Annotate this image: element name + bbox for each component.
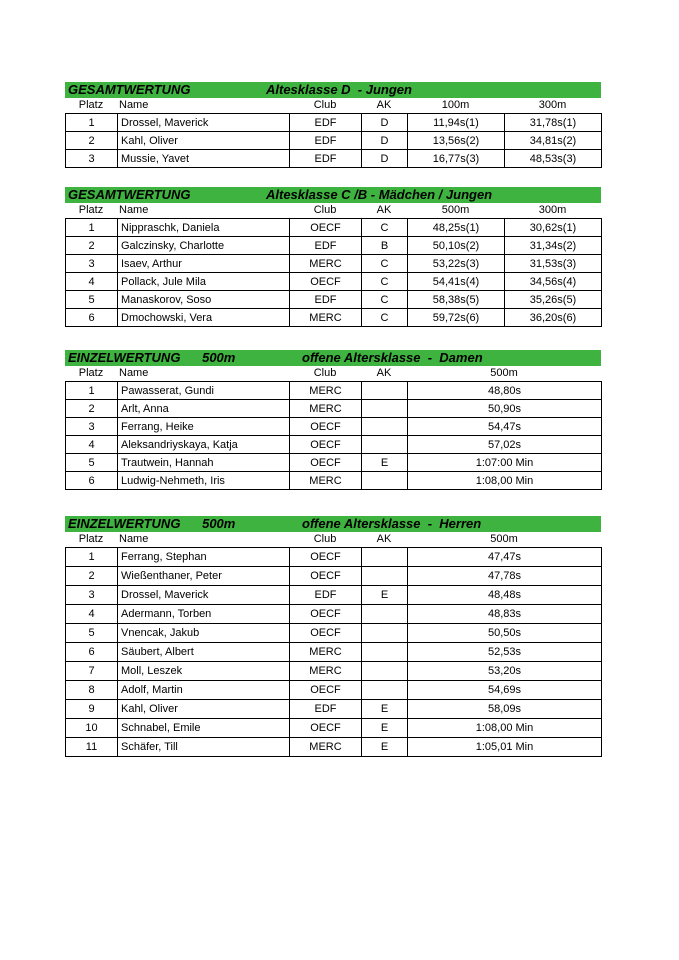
table-cell: 4 bbox=[66, 605, 118, 624]
table-cell: 48,83s bbox=[408, 605, 602, 624]
table-cell bbox=[362, 436, 408, 454]
table-cell: 48,53s(3) bbox=[505, 150, 602, 168]
section-subtitle: offene Altersklasse - Herren bbox=[302, 516, 482, 531]
section-banner bbox=[65, 187, 601, 203]
table-cell: Dmochowski, Vera bbox=[118, 309, 290, 327]
table-cell: 13,56s(2) bbox=[408, 132, 505, 150]
table-cell bbox=[362, 382, 408, 400]
results-table bbox=[65, 113, 602, 168]
table-row bbox=[66, 454, 602, 472]
column-header: Name bbox=[119, 204, 149, 216]
table-cell: Isaev, Arthur bbox=[118, 255, 290, 273]
table-row bbox=[66, 309, 602, 327]
column-header-row bbox=[65, 203, 601, 218]
table-cell: Schnabel, Emile bbox=[118, 719, 290, 738]
table-cell: 3 bbox=[66, 586, 118, 605]
table-cell: 6 bbox=[66, 472, 118, 490]
table-cell: Vnencak, Jakub bbox=[118, 624, 290, 643]
section-title: EINZELWERTUNG 500m bbox=[68, 350, 236, 365]
table-cell bbox=[362, 548, 408, 567]
table-cell: 1 bbox=[66, 219, 118, 237]
column-header: 300m bbox=[538, 99, 567, 111]
results-section bbox=[65, 82, 601, 168]
results-table bbox=[65, 218, 602, 327]
table-cell: Schäfer, Till bbox=[118, 738, 290, 757]
table-cell: 50,50s bbox=[408, 624, 602, 643]
table-cell: C bbox=[362, 309, 408, 327]
column-header: Platz bbox=[78, 367, 104, 379]
column-header: AK bbox=[376, 367, 392, 379]
table-cell: MERC bbox=[290, 255, 362, 273]
table-cell: Drossel, Maverick bbox=[118, 586, 290, 605]
table-cell: EDF bbox=[290, 586, 362, 605]
table-cell: E bbox=[362, 700, 408, 719]
table-row bbox=[66, 132, 602, 150]
column-header: 500m bbox=[490, 367, 518, 379]
table-row bbox=[66, 418, 602, 436]
table-cell bbox=[362, 681, 408, 700]
table-cell: 2 bbox=[66, 567, 118, 586]
table-cell: MERC bbox=[290, 472, 362, 490]
table-cell: 3 bbox=[66, 418, 118, 436]
table-cell: Moll, Leszek bbox=[118, 662, 290, 681]
table-cell: 31,53s(3) bbox=[505, 255, 602, 273]
table-cell: 3 bbox=[66, 255, 118, 273]
table-row bbox=[66, 237, 602, 255]
table-cell: 54,69s bbox=[408, 681, 602, 700]
table-cell: MERC bbox=[290, 643, 362, 662]
table-cell: OECF bbox=[290, 273, 362, 291]
table-cell: OECF bbox=[290, 548, 362, 567]
table-cell: OECF bbox=[290, 436, 362, 454]
table-cell: 1:08,00 Min bbox=[408, 472, 602, 490]
table-cell: MERC bbox=[290, 738, 362, 757]
table-row bbox=[66, 436, 602, 454]
table-cell: 50,90s bbox=[408, 400, 602, 418]
table-cell: Kahl, Oliver bbox=[118, 700, 290, 719]
table-cell: MERC bbox=[290, 382, 362, 400]
table-cell: 2 bbox=[66, 400, 118, 418]
table-cell: 7 bbox=[66, 662, 118, 681]
table-cell: E bbox=[362, 719, 408, 738]
results-table bbox=[65, 381, 602, 490]
table-cell: EDF bbox=[290, 150, 362, 168]
table-cell: E bbox=[362, 454, 408, 472]
table-cell: 10 bbox=[66, 719, 118, 738]
table-row bbox=[66, 738, 602, 757]
table-row bbox=[66, 114, 602, 132]
table-row bbox=[66, 586, 602, 605]
column-header: AK bbox=[376, 99, 392, 111]
table-row bbox=[66, 400, 602, 418]
section-banner bbox=[65, 350, 601, 366]
table-cell: Säubert, Albert bbox=[118, 643, 290, 662]
table-cell: Mussie, Yavet bbox=[118, 150, 290, 168]
column-header: 500m bbox=[490, 533, 518, 545]
column-header: Platz bbox=[78, 533, 104, 545]
table-cell: 1 bbox=[66, 382, 118, 400]
table-cell: E bbox=[362, 738, 408, 757]
table-row bbox=[66, 219, 602, 237]
table-cell bbox=[362, 662, 408, 681]
table-cell: Drossel, Maverick bbox=[118, 114, 290, 132]
table-cell: Pollack, Jule Mila bbox=[118, 273, 290, 291]
table-row bbox=[66, 273, 602, 291]
results-section bbox=[65, 350, 601, 490]
table-cell: 57,02s bbox=[408, 436, 602, 454]
table-cell: 3 bbox=[66, 150, 118, 168]
table-row bbox=[66, 150, 602, 168]
table-cell: Adermann, Torben bbox=[118, 605, 290, 624]
table-cell: Ferrang, Stephan bbox=[118, 548, 290, 567]
table-cell: OECF bbox=[290, 219, 362, 237]
table-cell: EDF bbox=[290, 291, 362, 309]
table-row bbox=[66, 605, 602, 624]
column-header-row bbox=[65, 366, 601, 381]
column-header: Club bbox=[313, 533, 337, 545]
section-subtitle: Altesklasse D - Jungen bbox=[266, 82, 412, 97]
table-cell: Arlt, Anna bbox=[118, 400, 290, 418]
table-cell: D bbox=[362, 132, 408, 150]
column-header: 100m bbox=[441, 99, 470, 111]
table-cell: Galczinsky, Charlotte bbox=[118, 237, 290, 255]
table-cell: 34,56s(4) bbox=[505, 273, 602, 291]
table-cell: OECF bbox=[290, 624, 362, 643]
column-header: Platz bbox=[78, 99, 104, 111]
table-cell bbox=[362, 400, 408, 418]
table-cell: EDF bbox=[290, 114, 362, 132]
table-cell: 48,25s(1) bbox=[408, 219, 505, 237]
table-row bbox=[66, 382, 602, 400]
table-row bbox=[66, 291, 602, 309]
results-table bbox=[65, 547, 602, 757]
table-cell: EDF bbox=[290, 237, 362, 255]
table-row bbox=[66, 567, 602, 586]
table-cell: 1:05,01 Min bbox=[408, 738, 602, 757]
table-cell: 5 bbox=[66, 454, 118, 472]
table-cell: 5 bbox=[66, 291, 118, 309]
section-title: GESAMTWERTUNG bbox=[68, 82, 191, 97]
table-cell: D bbox=[362, 150, 408, 168]
table-cell: 58,38s(5) bbox=[408, 291, 505, 309]
table-cell: C bbox=[362, 291, 408, 309]
column-header: 300m bbox=[538, 204, 567, 216]
table-cell bbox=[362, 567, 408, 586]
table-cell: Trautwein, Hannah bbox=[118, 454, 290, 472]
column-header-row bbox=[65, 532, 601, 547]
table-cell bbox=[362, 418, 408, 436]
table-cell: Manaskorov, Soso bbox=[118, 291, 290, 309]
table-cell: 4 bbox=[66, 436, 118, 454]
column-header: Club bbox=[313, 367, 337, 379]
table-cell: OECF bbox=[290, 681, 362, 700]
table-cell: OECF bbox=[290, 605, 362, 624]
table-row bbox=[66, 255, 602, 273]
section-subtitle: Altesklasse C /B - Mädchen / Jungen bbox=[266, 187, 493, 202]
table-cell: OECF bbox=[290, 719, 362, 738]
section-banner bbox=[65, 82, 601, 98]
table-cell: C bbox=[362, 255, 408, 273]
column-header: Club bbox=[313, 204, 337, 216]
column-header: AK bbox=[376, 533, 392, 545]
table-cell bbox=[362, 643, 408, 662]
table-cell: 48,80s bbox=[408, 382, 602, 400]
table-cell: 1:07:00 Min bbox=[408, 454, 602, 472]
table-cell: 53,22s(3) bbox=[408, 255, 505, 273]
table-cell: MERC bbox=[290, 662, 362, 681]
table-cell: 6 bbox=[66, 309, 118, 327]
table-cell: B bbox=[362, 237, 408, 255]
table-cell: 30,62s(1) bbox=[505, 219, 602, 237]
table-row bbox=[66, 700, 602, 719]
column-header: AK bbox=[376, 204, 392, 216]
table-cell: 50,10s(2) bbox=[408, 237, 505, 255]
table-cell: 54,41s(4) bbox=[408, 273, 505, 291]
table-cell: 9 bbox=[66, 700, 118, 719]
column-header: Name bbox=[119, 99, 149, 111]
column-header: Name bbox=[119, 367, 149, 379]
table-cell: Wießenthaner, Peter bbox=[118, 567, 290, 586]
table-cell: 11 bbox=[66, 738, 118, 757]
table-cell: 31,78s(1) bbox=[505, 114, 602, 132]
table-cell: 4 bbox=[66, 273, 118, 291]
table-cell: 6 bbox=[66, 643, 118, 662]
table-cell: 16,77s(3) bbox=[408, 150, 505, 168]
table-cell: 2 bbox=[66, 237, 118, 255]
table-cell: 36,20s(6) bbox=[505, 309, 602, 327]
table-cell: 2 bbox=[66, 132, 118, 150]
table-cell: OECF bbox=[290, 418, 362, 436]
table-cell: 5 bbox=[66, 624, 118, 643]
table-cell: 1 bbox=[66, 548, 118, 567]
table-cell: C bbox=[362, 219, 408, 237]
table-cell: EDF bbox=[290, 700, 362, 719]
table-cell: E bbox=[362, 586, 408, 605]
table-cell bbox=[362, 472, 408, 490]
table-cell: EDF bbox=[290, 132, 362, 150]
table-row bbox=[66, 719, 602, 738]
table-cell: MERC bbox=[290, 309, 362, 327]
column-header: Club bbox=[313, 99, 337, 111]
table-cell: 1 bbox=[66, 114, 118, 132]
table-row bbox=[66, 662, 602, 681]
table-cell: MERC bbox=[290, 400, 362, 418]
column-header: Platz bbox=[78, 204, 104, 216]
column-header: 500m bbox=[441, 204, 470, 216]
table-cell: 31,34s(2) bbox=[505, 237, 602, 255]
table-cell: Aleksandriyskaya, Katja bbox=[118, 436, 290, 454]
table-cell: 48,48s bbox=[408, 586, 602, 605]
table-cell: 52,53s bbox=[408, 643, 602, 662]
results-section bbox=[65, 516, 601, 757]
table-cell: Adolf, Martin bbox=[118, 681, 290, 700]
table-cell: 11,94s(1) bbox=[408, 114, 505, 132]
table-cell: 47,78s bbox=[408, 567, 602, 586]
table-cell bbox=[362, 605, 408, 624]
column-header-row bbox=[65, 98, 601, 113]
table-cell: C bbox=[362, 273, 408, 291]
table-cell: 47,47s bbox=[408, 548, 602, 567]
table-cell: 58,09s bbox=[408, 700, 602, 719]
table-cell: Ferrang, Heike bbox=[118, 418, 290, 436]
column-header: Name bbox=[119, 533, 149, 545]
table-row bbox=[66, 681, 602, 700]
table-cell: Nippraschk, Daniela bbox=[118, 219, 290, 237]
table-cell: OECF bbox=[290, 454, 362, 472]
section-title: GESAMTWERTUNG bbox=[68, 187, 191, 202]
table-row bbox=[66, 472, 602, 490]
table-row bbox=[66, 624, 602, 643]
table-cell: 1:08,00 Min bbox=[408, 719, 602, 738]
section-banner bbox=[65, 516, 601, 532]
table-cell: Ludwig-Nehmeth, Iris bbox=[118, 472, 290, 490]
table-row bbox=[66, 643, 602, 662]
table-row bbox=[66, 548, 602, 567]
table-cell: 54,47s bbox=[408, 418, 602, 436]
table-cell: 8 bbox=[66, 681, 118, 700]
table-cell: OECF bbox=[290, 567, 362, 586]
table-cell: D bbox=[362, 114, 408, 132]
table-cell: 53,20s bbox=[408, 662, 602, 681]
section-title: EINZELWERTUNG 500m bbox=[68, 516, 236, 531]
section-subtitle: offene Altersklasse - Damen bbox=[302, 350, 483, 365]
table-cell: Kahl, Oliver bbox=[118, 132, 290, 150]
table-cell bbox=[362, 624, 408, 643]
table-cell: Pawasserat, Gundi bbox=[118, 382, 290, 400]
results-section bbox=[65, 187, 601, 327]
table-cell: 59,72s(6) bbox=[408, 309, 505, 327]
table-cell: 34,81s(2) bbox=[505, 132, 602, 150]
table-cell: 35,26s(5) bbox=[505, 291, 602, 309]
